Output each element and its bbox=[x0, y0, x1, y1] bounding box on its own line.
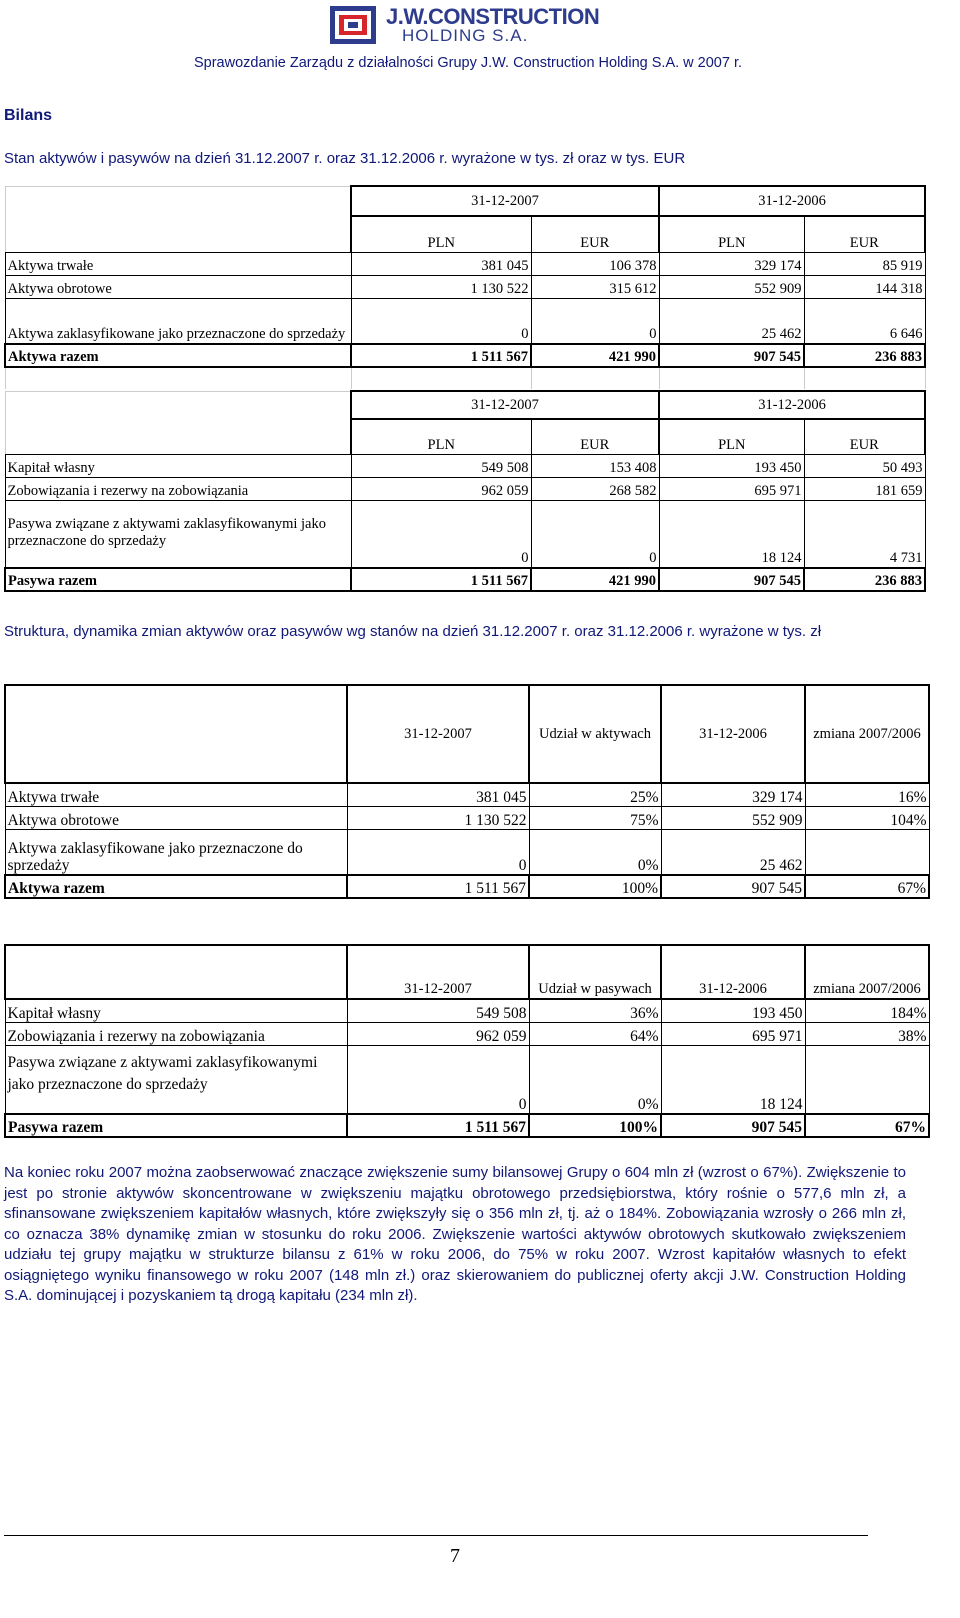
cell-value: 0 bbox=[351, 500, 531, 568]
cell-value: 184% bbox=[805, 999, 929, 1022]
cell-value: 0% bbox=[529, 1045, 661, 1114]
currency-header: PLN bbox=[351, 419, 531, 454]
row-label: Aktywa zaklasyfikowane jako przeznaczone do sprzedaży bbox=[5, 298, 351, 344]
cell-value: 549 508 bbox=[347, 999, 529, 1022]
row-label: Aktywa zaklasyfikowane jako przeznaczone do sprzedaży bbox=[5, 829, 347, 875]
cell-value bbox=[805, 1045, 929, 1114]
cell-value: 695 971 bbox=[661, 1022, 805, 1045]
row-label: Aktywa trwałe bbox=[5, 252, 351, 275]
cell-value: 67% bbox=[805, 875, 929, 898]
cell-value: 907 545 bbox=[659, 344, 804, 367]
cell-value: 25% bbox=[529, 783, 661, 806]
row-label: Zobowiązania i rezerwy na zobowiązania bbox=[5, 1022, 347, 1045]
cell-value: 329 174 bbox=[659, 252, 804, 275]
row-label: Aktywa obrotowe bbox=[5, 275, 351, 298]
cell-value: 100% bbox=[529, 875, 661, 898]
column-header: Udział w pasywach bbox=[529, 945, 661, 999]
currency-header: PLN bbox=[659, 216, 804, 252]
section-heading: Bilans bbox=[4, 107, 53, 124]
cell-value: 1 511 567 bbox=[351, 344, 531, 367]
column-header: 31-12-2007 bbox=[347, 945, 529, 999]
row-label-text: Pasywa związane z aktywami zaklasyfikowanymi jako przeznaczone do sprzedaży bbox=[7, 516, 326, 549]
cell-value: 64% bbox=[529, 1022, 661, 1045]
row-label: Aktywa trwałe bbox=[5, 783, 347, 806]
cell-value: 1 130 522 bbox=[347, 806, 529, 829]
cell-value: 67% bbox=[805, 1114, 929, 1137]
row-label: Pasywa razem bbox=[5, 1114, 347, 1137]
row-label: Kapitał własny bbox=[5, 999, 347, 1022]
cell-value: 1 130 522 bbox=[351, 275, 531, 298]
row-label bbox=[5, 1045, 347, 1114]
cell-value: 421 990 bbox=[531, 568, 659, 591]
cell-value: 18 124 bbox=[661, 1045, 805, 1114]
column-header: 31-12-2006 bbox=[661, 685, 805, 783]
table-row bbox=[5, 1022, 929, 1045]
cell-value: 962 059 bbox=[351, 477, 531, 500]
logo-text-primary: J.W.CONSTRUCTION bbox=[386, 4, 600, 29]
cell-value: 50 493 bbox=[804, 454, 925, 477]
cell-value: 236 883 bbox=[804, 568, 925, 591]
currency-header: EUR bbox=[531, 419, 659, 454]
period-header: 31-12-2007 bbox=[351, 391, 659, 419]
liabilities-table bbox=[4, 390, 926, 592]
report-subtitle: Sprawozdanie Zarządu z działalności Grupy J.W. Construction Holding S.A. w 2007 r. bbox=[193, 55, 743, 71]
assets-table bbox=[4, 185, 926, 389]
cell-value: 552 909 bbox=[661, 806, 805, 829]
cell-value: 0 bbox=[531, 298, 659, 344]
cell-value: 38% bbox=[805, 1022, 929, 1045]
cell-value: 104% bbox=[805, 806, 929, 829]
currency-header: EUR bbox=[804, 216, 925, 252]
cell-value: 144 318 bbox=[804, 275, 925, 298]
cell-value: 907 545 bbox=[659, 568, 804, 591]
cell-value: 153 408 bbox=[531, 454, 659, 477]
table-row bbox=[5, 275, 925, 298]
currency-header: PLN bbox=[351, 216, 531, 252]
period-header: 31-12-2006 bbox=[659, 391, 925, 419]
cell-value: 421 990 bbox=[531, 344, 659, 367]
page-number: 7 bbox=[450, 1545, 460, 1567]
table-row bbox=[5, 477, 925, 500]
cell-value: 695 971 bbox=[659, 477, 804, 500]
period-header: 31-12-2006 bbox=[659, 186, 925, 216]
cell-value: 16% bbox=[805, 783, 929, 806]
intro-text: Stan aktywów i pasywów na dzień 31.12.2007 r. oraz 31.12.2006 r. wyrażone w tys. zł oraz w tys. EUR bbox=[4, 150, 686, 167]
summary-paragraph: Na koniec roku 2007 można zaobserwować znaczące zwiększenie sumy bilansowej Grupy o 604 mln zł (wzrost o 67%). Zwiększenie to jest po stronie aktywów skoncentrowane w zwiększeniu majątku obrotowego przedsiębiorstwa, który rośnie o 577,6 mln zł, a sfinansowane zwiększeniem kapitałów własnych, które zwiększyły się o 356 mln zł, tj. aż o 184%. Zobowiązania wzrosły o 266 mln zł, co oznacza 38% dynamikę zmian w stosunku do roku 2006. Zwiększenie wartości aktywów obrotowych skutkowało zwiększeniem udziału tej grupy majątku w strukturze bilansu z 61% w roku 2006, do 75% w roku 2007. Wzrost kapitałów własnych to efekt osiągniętego wyniku finansowego w roku 2007 (148 mln zł.) oraz skierowaniem do publicznej oferty akcji J.W. Construction Holding S.A. dominującej i pozyskaniem tą drogą kapitału (234 mln zł). bbox=[4, 1164, 906, 1304]
company-logo-icon bbox=[330, 6, 376, 44]
cell-value: 329 174 bbox=[661, 783, 805, 806]
cell-value: 552 909 bbox=[659, 275, 804, 298]
structure-title: Struktura, dynamika zmian aktywów oraz pasywów wg stanów na dzień 31.12.2007 r. oraz 31.12.2006 r. wyrażone w tys. zł bbox=[4, 623, 822, 640]
currency-header: EUR bbox=[804, 419, 925, 454]
table-row bbox=[5, 298, 925, 344]
row-label: Aktywa razem bbox=[5, 344, 351, 367]
table-row bbox=[5, 500, 925, 568]
cell-value: 0% bbox=[529, 829, 661, 875]
cell-value: 907 545 bbox=[661, 875, 805, 898]
row-label bbox=[5, 500, 351, 568]
cell-value: 75% bbox=[529, 806, 661, 829]
structure-assets-table bbox=[4, 684, 930, 899]
cell-value: 1 511 567 bbox=[347, 1114, 529, 1137]
cell-value: 549 508 bbox=[351, 454, 531, 477]
row-label-text: Pasywa związane z aktywami zaklasyfikowanymi jako przeznaczone do sprzedaży bbox=[7, 1054, 318, 1093]
logo-text-secondary: HOLDING S.A. bbox=[402, 26, 529, 45]
cell-value: 1 511 567 bbox=[347, 875, 529, 898]
row-label: Aktywa razem bbox=[5, 875, 347, 898]
structure-liabilities-table bbox=[4, 944, 930, 1138]
column-header: zmiana 2007/2006 bbox=[805, 685, 929, 783]
column-header: zmiana 2007/2006 bbox=[805, 945, 929, 999]
table-row bbox=[5, 999, 929, 1022]
column-header: 31-12-2007 bbox=[347, 685, 529, 783]
cell-value: 381 045 bbox=[351, 252, 531, 275]
cell-value: 181 659 bbox=[804, 477, 925, 500]
cell-value: 25 462 bbox=[661, 829, 805, 875]
row-label: Aktywa obrotowe bbox=[5, 806, 347, 829]
cell-value: 0 bbox=[531, 500, 659, 568]
cell-value: 962 059 bbox=[347, 1022, 529, 1045]
currency-header: PLN bbox=[659, 419, 804, 454]
cell-value: 25 462 bbox=[659, 298, 804, 344]
footer-divider bbox=[4, 1535, 868, 1536]
cell-value: 0 bbox=[347, 1045, 529, 1114]
cell-value: 236 883 bbox=[804, 344, 925, 367]
total-row bbox=[5, 568, 925, 591]
cell-value: 0 bbox=[351, 298, 531, 344]
table-row bbox=[5, 783, 929, 806]
cell-value: 4 731 bbox=[804, 500, 925, 568]
table-row bbox=[5, 252, 925, 275]
cell-value bbox=[805, 829, 929, 875]
row-label: Pasywa razem bbox=[5, 568, 351, 591]
column-header: 31-12-2006 bbox=[661, 945, 805, 999]
row-label: Kapitał własny bbox=[5, 454, 351, 477]
cell-value: 85 919 bbox=[804, 252, 925, 275]
table-row bbox=[5, 829, 929, 875]
table-row bbox=[5, 454, 925, 477]
cell-value: 100% bbox=[529, 1114, 661, 1137]
cell-value: 18 124 bbox=[659, 500, 804, 568]
column-header: Udział w aktywach bbox=[529, 685, 661, 783]
cell-value: 268 582 bbox=[531, 477, 659, 500]
table-row bbox=[5, 806, 929, 829]
cell-value: 0 bbox=[347, 829, 529, 875]
cell-value: 6 646 bbox=[804, 298, 925, 344]
cell-value: 315 612 bbox=[531, 275, 659, 298]
total-row bbox=[5, 1114, 929, 1137]
cell-value: 907 545 bbox=[661, 1114, 805, 1137]
cell-value: 381 045 bbox=[347, 783, 529, 806]
cell-value: 106 378 bbox=[531, 252, 659, 275]
row-label: Zobowiązania i rezerwy na zobowiązania bbox=[5, 477, 351, 500]
period-header: 31-12-2007 bbox=[351, 186, 659, 216]
cell-value: 193 450 bbox=[659, 454, 804, 477]
cell-value: 36% bbox=[529, 999, 661, 1022]
cell-value: 193 450 bbox=[661, 999, 805, 1022]
cell-value: 1 511 567 bbox=[351, 568, 531, 591]
table-row bbox=[5, 1045, 929, 1114]
currency-header: EUR bbox=[531, 216, 659, 252]
total-row bbox=[5, 344, 925, 367]
total-row bbox=[5, 875, 929, 898]
